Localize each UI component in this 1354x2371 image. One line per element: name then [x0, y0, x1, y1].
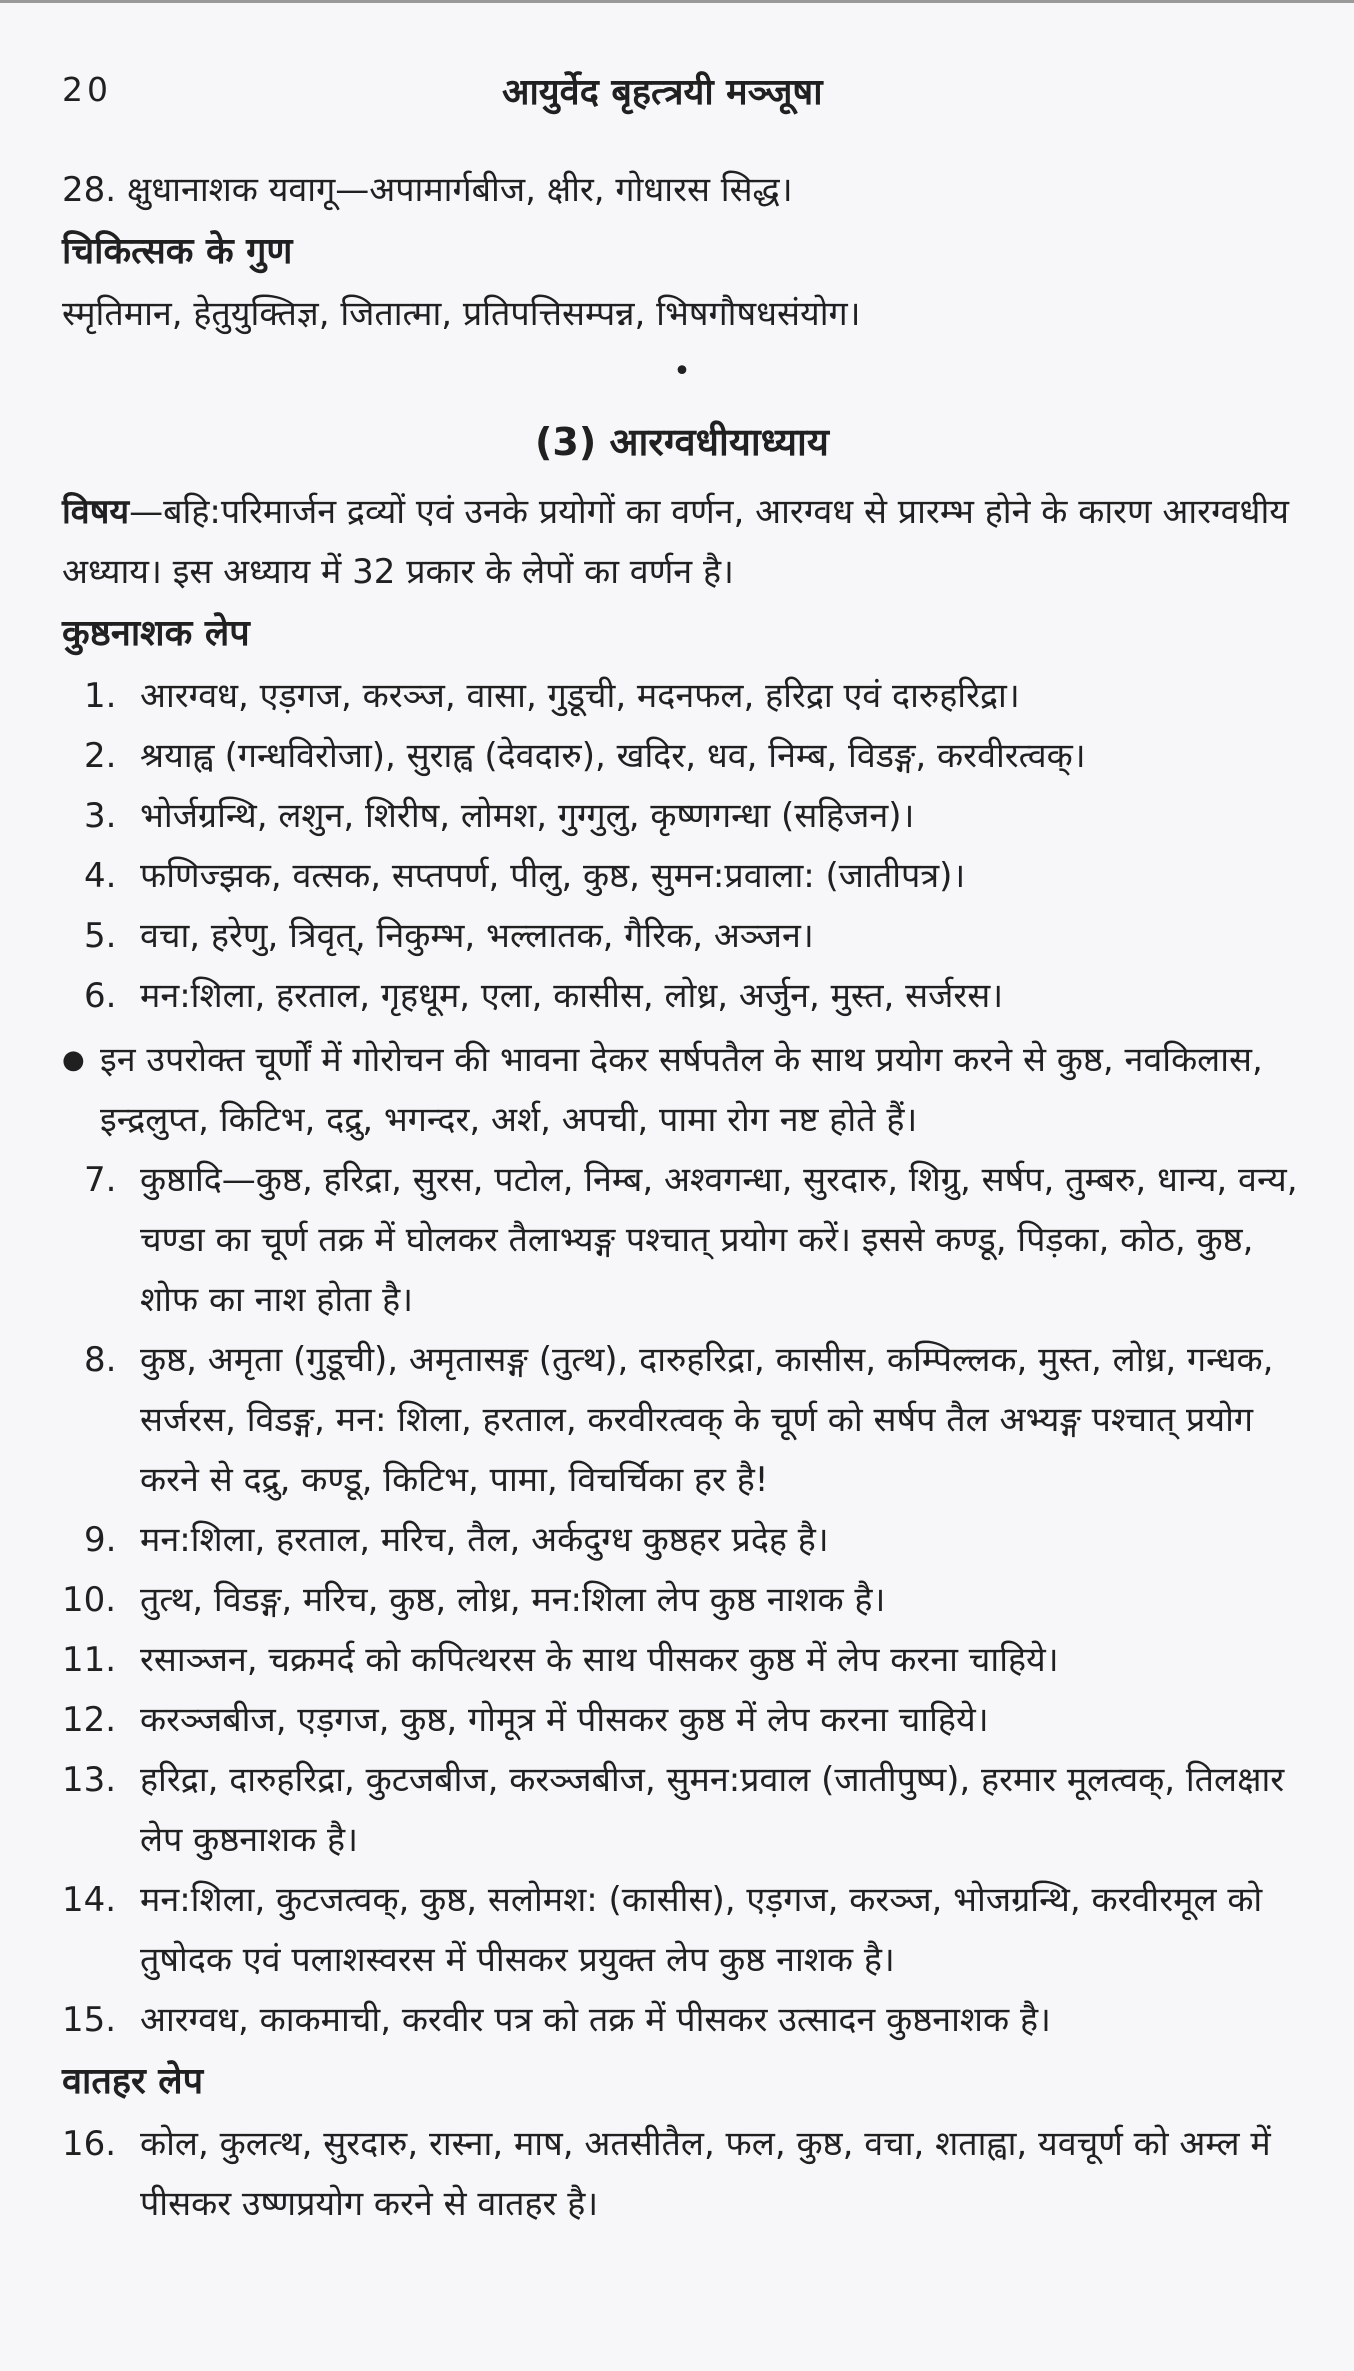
list-item — [62, 966, 1302, 1026]
item-text: श्रयाह्व (गन्धविरोजा), सुराह्व (देवदारु), खदिर, धव, निम्ब, विडङ्ग, करवीरत्वक्। — [140, 736, 1086, 776]
list-item — [62, 1630, 1302, 1690]
list-item — [62, 1330, 1302, 1510]
page-header — [62, 70, 1292, 126]
item-number: 15. — [62, 2000, 117, 2040]
item-text: फणिज्झक, वत्सक, सप्तपर्ण, पीलु, कुष्ठ, सुमन:प्रवाला: (जातीपत्र)। — [140, 856, 966, 896]
subject-label: विषय — [62, 492, 130, 532]
vatahar-list — [62, 2114, 1302, 2234]
item-text: करञ्जबीज, एड़गज, कुष्ठ, गोमूत्र में पीसकर कुष्ठ में लेप करना चाहिये। — [140, 1700, 989, 1740]
kushtha-list-b — [62, 1150, 1302, 2050]
physician-qualities-text: स्मृतिमान, हेतुयुक्तिज्ञ, जितात्मा, प्रतिपत्तिसम्पन्न, भिषगौषधसंयोग। — [62, 294, 861, 334]
list-item — [62, 1510, 1302, 1570]
list-item — [62, 1690, 1302, 1750]
item-number: 12. — [62, 1700, 117, 1740]
item-text: आरग्वध, एड़गज, करञ्ज, वासा, गुडूची, मदनफल, हरिद्रा एवं दारुहरिद्रा। — [140, 676, 1020, 716]
item-number: 5. — [84, 916, 117, 956]
item-number: 11. — [62, 1640, 117, 1680]
item-text: मन:शिला, हरताल, मरिच, तैल, अर्कदुग्ध कुष्ठहर प्रदेह है। — [140, 1520, 829, 1560]
item-text: आरग्वध, काकमाची, करवीर पत्र को तक्र में पीसकर उत्सादन कुष्ठनाशक है। — [140, 2000, 1051, 2040]
item-text: कुष्ठादि—कुष्ठ, हरिद्रा, सुरस, पटोल, निम्ब, अश्वगन्धा, सुरदारु, शिग्रु, सर्षप, तुम्बरु, धान्य, वन्य, चण्डा का चूर्ण तक्र में घोलकर तैलाभ्यङ्ग पश्चात् प्रयोग करें। इससे कण्डू, पिड़का, कोठ, कुष्ठ, शोफ का नाश होता है। — [140, 1160, 1298, 1320]
bullet-icon: ● — [62, 1045, 85, 1075]
list-item — [62, 786, 1302, 846]
item-number: 6. — [84, 976, 117, 1016]
item-number: 9. — [84, 1520, 117, 1560]
bullet-note — [62, 1030, 1302, 1150]
item-number: 13. — [62, 1760, 117, 1800]
item-number: 1. — [84, 676, 117, 716]
item-number: 16. — [62, 2124, 117, 2164]
list-item — [62, 1990, 1302, 2050]
section-separator-dot: • — [673, 354, 691, 389]
item-text: वचा, हरेणु, त्रिवृत्, निकुम्भ, भल्लातक, गैरिक, अञ्जन। — [140, 916, 814, 956]
item-text: कुष्ठ, अमृता (गुडूची), अमृतासङ्ग (तुत्थ), दारुहरिद्रा, कासीस, कम्पिल्लक, मुस्त, लोध्र, गन्धक, सर्जरस, विडङ्ग, मन: शिला, हरताल, करवीरत्वक् के चूर्ण को सर्षप तैल अभ्यङ्ग पश्चात् प्रयोग करने से दद्रु, कण्डू, किटिभ, पामा, विचर्चिका हर है! — [140, 1340, 1274, 1500]
list-item — [62, 726, 1302, 786]
heading-vatahar-lep: वातहर लेप — [62, 2061, 204, 2102]
list-item — [62, 666, 1302, 726]
heading-physician-qualities: चिकित्सक के गुण — [62, 231, 293, 272]
page-content — [62, 160, 1302, 2234]
top-edge-rule — [0, 0, 1354, 3]
list-item — [62, 1750, 1302, 1870]
list-item — [62, 1570, 1302, 1630]
item-text: भोर्जग्रन्थि, लशुन, शिरीष, लोमश, गुग्गुलु, कृष्णगन्धा (सहिजन)। — [140, 796, 915, 836]
item-number: 2. — [84, 736, 117, 776]
running-title: आयुर्वेद बृहत्त्रयी मञ्जूषा — [502, 72, 823, 113]
item-number: 14. — [62, 1880, 117, 1920]
subject-text: —बहि:परिमार्जन द्रव्यों एवं उनके प्रयोगों का वर्णन, आरग्वध से प्रारम्भ होने के कारण आरग्वधीय अध्याय। इस अध्याय में 32 प्रकार के लेपों का वर्णन है। — [62, 492, 1289, 592]
item-number: 10. — [62, 1580, 117, 1620]
item-text: मन:शिला, कुटजत्वक्, कुष्ठ, सलोमश: (कासीस), एड़गज, करञ्ज, भोजग्रन्थि, करवीरमूल को तुषोदक एवं पलाशस्वरस में पीसकर प्रयुक्त लेप कुष्ठ नाशक है। — [140, 1880, 1263, 1980]
kushtha-list-a — [62, 666, 1302, 1026]
chapter-subject — [62, 482, 1302, 602]
list-item — [62, 906, 1302, 966]
item-number: 4. — [84, 856, 117, 896]
list-item — [62, 1150, 1302, 1330]
item-text: तुत्थ, विडङ्ग, मरिच, कुष्ठ, लोध्र, मन:शिला लेप कुष्ठ नाशक है। — [140, 1580, 886, 1620]
item-number: 7. — [84, 1160, 117, 1200]
list-item — [62, 1870, 1302, 1990]
heading-kushtha-lep: कुष्ठनाशक लेप — [62, 613, 250, 654]
item-text: हरिद्रा, दारुहरिद्रा, कुटजबीज, करञ्जबीज, सुमन:प्रवाल (जातीपुष्प), हरमार मूलत्वक्, तिलक्षार लेप कुष्ठनाशक है। — [140, 1760, 1285, 1860]
bullet-note-text: इन उपरोक्त चूर्णों में गोरोचन की भावना देकर सर्षपतैल के साथ प्रयोग करने से कुष्ठ, नवकिलास, इन्द्रलुप्त, किटिभ, दद्रु, भगन्दर, अर्श, अपची, पामा रोग नष्ट होते हैं। — [100, 1040, 1263, 1140]
item-text: कोल, कुलत्थ, सुरदारु, रास्ना, माष, अतसीतैल, फल, कुष्ठ, वचा, शताह्वा, यवचूर्ण को अम्ल में पीसकर उष्णप्रयोग करने से वातहर है। — [140, 2124, 1271, 2224]
item-text: मन:शिला, हरताल, गृहधूम, एला, कासीस, लोध्र, अर्जुन, मुस्त, सर्जरस। — [140, 976, 1004, 1016]
list-item — [62, 846, 1302, 906]
item-number: 3. — [84, 796, 117, 836]
item-text: रसाञ्जन, चक्रमर्द को कपित्थरस के साथ पीसकर कुष्ठ में लेप करना चाहिये। — [140, 1640, 1059, 1680]
chapter-title: (3) आरग्वधीयाध्याय — [535, 420, 829, 464]
page-number: 20 — [62, 70, 112, 109]
item-28: 28. क्षुधानाशक यवागू—अपामार्गबीज, क्षीर, गोधारस सिद्ध। — [62, 170, 793, 210]
item-number: 8. — [84, 1340, 117, 1380]
list-item — [62, 2114, 1302, 2234]
